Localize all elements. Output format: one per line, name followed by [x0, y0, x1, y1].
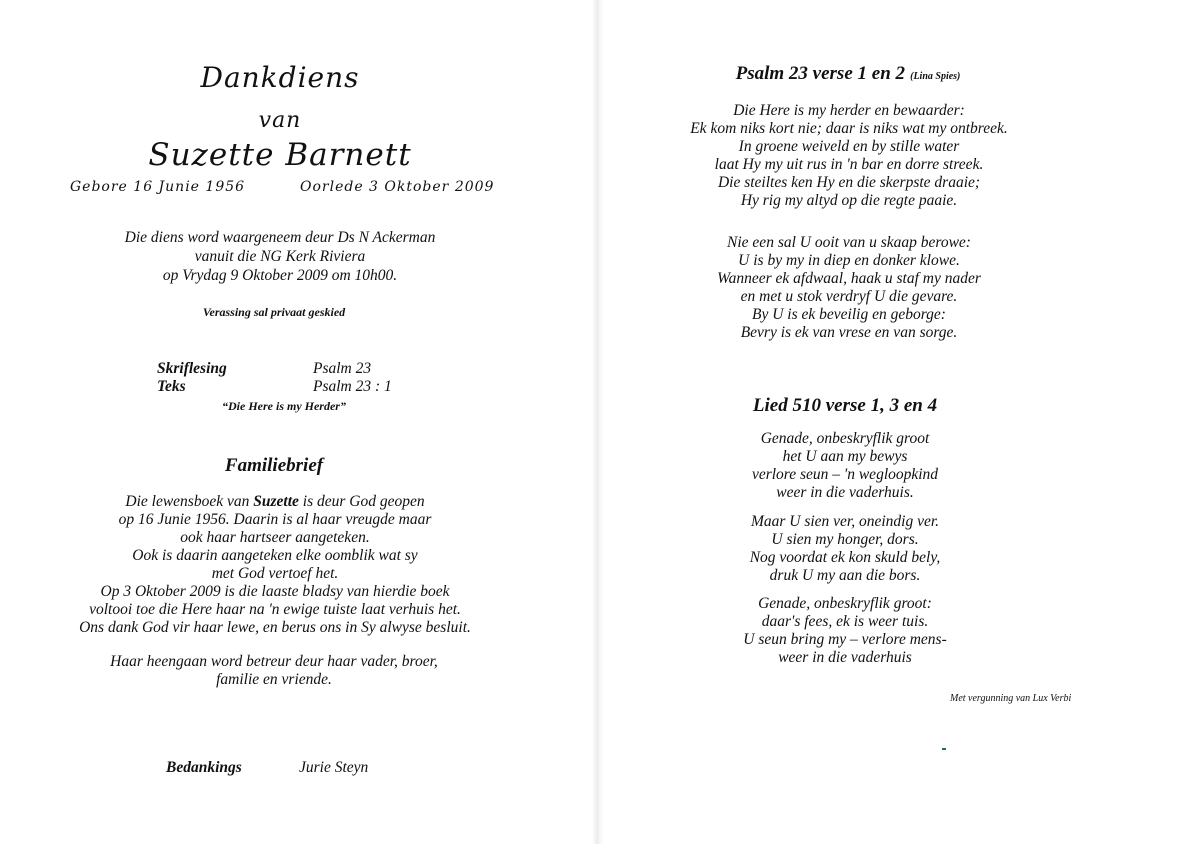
left-page	[0, 0, 592, 844]
letter-line: Ons dank God vir haar lewe, en berus ons in Sy alwyse besluit.	[79, 619, 471, 636]
letter-line: voltooi toe die Here haar na 'n ewige tuiste laat verhuis het.	[89, 601, 461, 618]
hymn-line: Nog voordat ek kon skuld bely,	[749, 549, 941, 566]
hymn-line: Genade, onbeskryflik groot:	[758, 595, 932, 612]
hymn-line: Maar U sien ver, oneindig ver.	[750, 513, 940, 530]
mourning-line: familie en vriende.	[216, 671, 332, 688]
hymn-line: weer in die vaderhuis	[778, 649, 912, 666]
psalm-line: en met u stok verdryf U die gevare.	[740, 288, 958, 305]
service-line: vanuit die NG Kerk Riviera	[194, 248, 366, 265]
thanks-label: Bedankings	[166, 759, 242, 776]
death-date: Oorlede 3 Oktober 2009	[300, 179, 495, 195]
psalm-line: Die steiltes ken Hy en die skerpste draaie;	[717, 174, 981, 191]
hymn-heading: Lied 510 verse 1, 3 en 4	[752, 395, 938, 416]
service-line: op Vrydag 9 Oktober 2009 om 10h00.	[162, 267, 398, 284]
right-page	[604, 0, 1200, 844]
psalm-line: Wanneer ek afdwaal, haak u staf my nader	[717, 270, 981, 287]
letter-text: Die lewensboek van	[125, 493, 254, 510]
psalm-line: By U is ek beveilig en geborge:	[752, 306, 946, 323]
psalm-line: Die Here is my herder en bewaarder:	[733, 102, 965, 119]
ink-speck	[942, 748, 946, 750]
letter-line	[0, 494, 550, 510]
text-quote: “Die Here is my Herder”	[222, 399, 346, 413]
psalm-line: In groene weiveld en by stille water	[738, 138, 960, 155]
birth-date: Gebore 16 Junie 1956	[70, 179, 246, 195]
letter-text: is deur God geopen	[298, 493, 425, 510]
text-label: Teks	[157, 378, 186, 395]
psalm-heading-row	[604, 64, 1092, 83]
letter-line: op 16 Junie 1956. Daarin is al haar vreugde maar	[118, 511, 432, 528]
letter-line: met God vertoef het.	[211, 565, 339, 582]
cremation-note: Verassing sal privaat geskied	[202, 305, 346, 319]
hymn-line: U sien my honger, dors.	[771, 531, 919, 548]
psalm-line: Nie een sal U ooit van u skaap berowe:	[727, 234, 971, 251]
hymn-line: U seun bring my – verlore mens-	[743, 631, 947, 648]
text-value: Psalm 23 : 1	[313, 378, 392, 395]
hymn-line: daar's fees, ek is weer tuis.	[761, 613, 929, 630]
psalm-line: laat Hy my uit rus in 'n bar en dorre streek.	[714, 156, 984, 173]
letter-line: Op 3 Oktober 2009 is die laaste bladsy van hierdie boek	[100, 583, 450, 600]
psalm-line: Bevry is ek van vrese en van sorge.	[740, 324, 958, 341]
letter-name: Suzette	[253, 493, 299, 510]
hymn-line: weer in die vaderhuis.	[776, 484, 914, 501]
reading-label: Skriflesing	[157, 360, 227, 377]
family-letter-heading: Familiebrief	[224, 455, 324, 476]
deceased-name: Suzette Barnett	[148, 137, 412, 173]
letter-line: Ook is daarin aangeteken elke oomblik wat sy	[132, 547, 418, 564]
mourning-line: Haar heengaan word betreur deur haar vader, broer,	[110, 653, 438, 670]
hymn-line: het U aan my bewys	[782, 448, 908, 465]
thanks-value: Jurie Steyn	[299, 759, 369, 776]
letter-line: ook haar hartseer aangeteken.	[180, 529, 370, 546]
program-title: Dankdiens	[200, 61, 360, 94]
service-line: Die diens word waargeneem deur Ds N Ackerman	[124, 229, 436, 246]
psalm-line: Ek kom niks kort nie; daar is niks wat my ontbreek.	[690, 120, 1008, 137]
psalm-line: Hy rig my altyd op die regte paaie.	[740, 192, 958, 209]
hymn-line: verlore seun – 'n wegloopkind	[751, 466, 939, 483]
psalm-attribution: (Lina Spies)	[910, 71, 961, 82]
page-fold	[592, 0, 604, 844]
hymn-line: druk U my aan die bors.	[769, 567, 921, 584]
reading-value: Psalm 23	[313, 360, 372, 377]
permission-note: Met vergunning van Lux Verbi	[950, 693, 1072, 704]
psalm-heading: Psalm 23 verse 1 en 2	[735, 63, 906, 84]
psalm-line: U is by my in diep en donker klowe.	[738, 252, 960, 269]
hymn-line: Genade, onbeskryflik groot	[760, 430, 930, 447]
program-van: van	[258, 108, 302, 133]
